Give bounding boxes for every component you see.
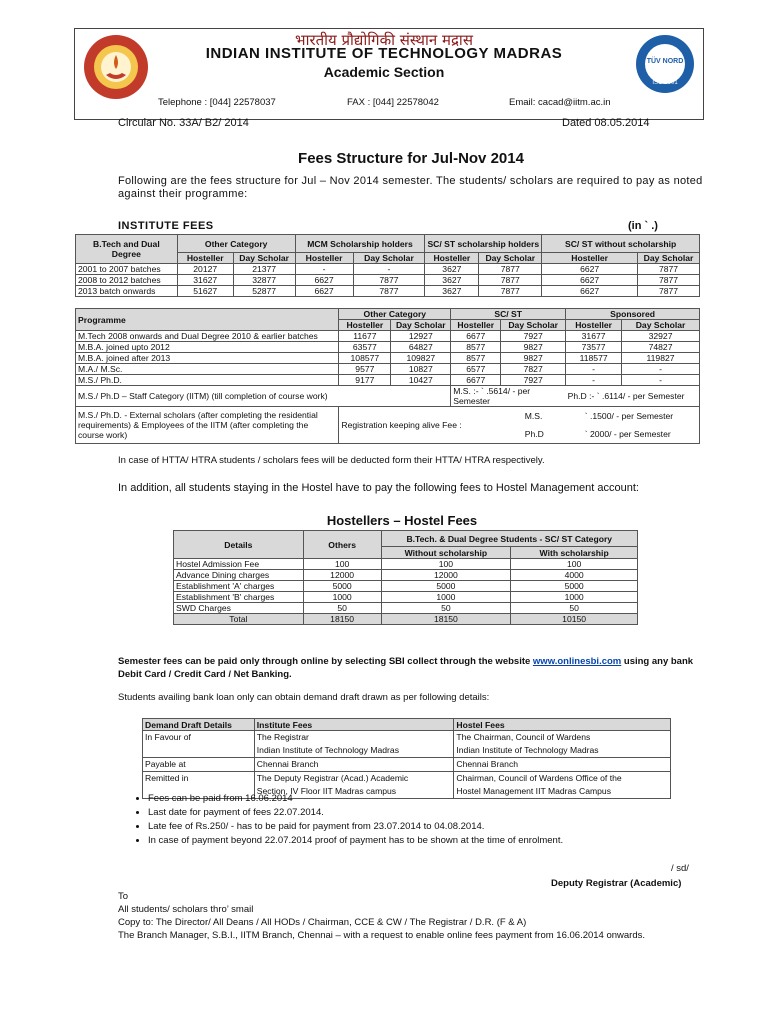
institute-fees-table <box>75 234 700 297</box>
list-item: • Fees can be paid from 16.06.2014 <box>148 792 563 806</box>
list-item: • In case of payment beyond 22.07.2014 proof of payment has to be shown at the time of enrolment. <box>148 834 563 848</box>
col-day-scholar: Day Scholar <box>391 320 451 331</box>
cell: - <box>622 364 700 375</box>
signed-mark: / sd/ <box>671 863 689 874</box>
cell: 7927 <box>501 375 566 386</box>
col-sponsored: Sponsored <box>566 309 700 320</box>
cell: 1000 <box>303 592 381 603</box>
cell: 31677 <box>566 331 622 342</box>
table-row <box>76 275 700 286</box>
htta-note: In case of HTTA/ HTRA students / scholars fees will be deducted form their HTTA/ HTRA respectively. <box>118 455 545 466</box>
cert-logo-text: TÜV NORD <box>646 58 684 65</box>
col-day-scholar: Day Scholar <box>622 320 700 331</box>
cell: 119827 <box>622 353 700 364</box>
cell: 73577 <box>566 342 622 353</box>
col-scst-without: SC/ ST without scholarship <box>542 235 700 253</box>
institute-name: INDIAN INSTITUTE OF TECHNOLOGY MADRAS <box>205 45 563 62</box>
cell: The Registrar Indian Institute of Technology Madras <box>254 731 454 758</box>
cell: 8577 <box>451 353 501 364</box>
staff-category-label: M.S./ Ph.D – Staff Category (IITM) (till completion of course work) <box>76 386 451 407</box>
cell: 118577 <box>566 353 622 364</box>
cell: - <box>295 264 353 275</box>
table-row <box>174 581 638 592</box>
col-without-scholarship: Without scholarship <box>381 547 511 559</box>
cell: 20127 <box>177 264 233 275</box>
col-hosteller: Hosteller <box>177 253 233 264</box>
cell: 74827 <box>622 342 700 353</box>
col-hosteller: Hosteller <box>425 253 479 264</box>
external-fee-cell <box>501 407 700 444</box>
row-label: M.A./ M.Sc. <box>76 364 339 375</box>
table-row <box>76 342 700 353</box>
cell: - <box>566 364 622 375</box>
institute-fees-label: INSTITUTE FEES <box>118 220 214 232</box>
external-phd-fee: ` 2000/ - per Semester <box>584 429 671 439</box>
cell: 9827 <box>501 353 566 364</box>
cell: 50 <box>511 603 638 614</box>
cell: 11677 <box>339 331 391 342</box>
col-details: Details <box>174 531 304 559</box>
col-btech: B.Tech and Dual Degree <box>76 235 178 264</box>
row-label: Establishment 'B' charges <box>174 592 304 603</box>
total-cell: 18150 <box>303 614 381 625</box>
col-others: Others <box>303 531 381 559</box>
col-scst: SC/ ST <box>451 309 566 320</box>
footer-line: All students/ scholars thro’ smail <box>118 904 254 915</box>
external-ms-label: M.S. <box>524 411 543 421</box>
email-link[interactable]: Email: cacad@iitm.ac.in <box>509 97 611 108</box>
cell: 10827 <box>391 364 451 375</box>
cell: 6627 <box>295 275 353 286</box>
cell: 31627 <box>177 275 233 286</box>
signatory: Deputy Registrar (Academic) <box>551 878 682 889</box>
cell: 8577 <box>451 342 501 353</box>
cell: 100 <box>303 559 381 570</box>
loan-note: Students availing bank loan only can obtain demand draft drawn as per following details: <box>118 692 490 703</box>
footer-line: The Branch Manager, S.B.I., IITM Branch, Chennai – with a request to enable online fees payment from 16.06.2014 onwards. <box>118 930 646 941</box>
row-label: Remitted in <box>143 772 255 799</box>
cell: 7877 <box>638 264 700 275</box>
row-label: Hostel Admission Fee <box>174 559 304 570</box>
list-item: • Last date for payment of fees 22.07.2014. <box>148 806 563 820</box>
col-hosteller: Hosteller <box>295 253 353 264</box>
cell: 1000 <box>511 592 638 603</box>
footer-line: Copy to: The Director/ All Deans / All HODs / Chairman, CCE & CW / The Registrar / D.R. (F & A) <box>118 917 527 928</box>
cell: 3627 <box>425 275 479 286</box>
circular-number: Circular No. 33A/ B2/ 2014 <box>118 117 249 129</box>
table-row <box>174 592 638 603</box>
footer-line: To <box>118 891 129 902</box>
semester-fees-note <box>118 655 708 681</box>
cell: 12000 <box>381 570 511 581</box>
cell: 32927 <box>622 331 700 342</box>
total-row <box>174 614 638 625</box>
row-label: Payable at <box>143 758 255 772</box>
cell: 50 <box>381 603 511 614</box>
row-label: 2013 batch onwards <box>76 286 178 297</box>
cell: 5000 <box>303 581 381 592</box>
row-label: SWD Charges <box>174 603 304 614</box>
cell: 7877 <box>479 275 542 286</box>
col-other-category: Other Category <box>177 235 295 253</box>
cell: 5000 <box>381 581 511 592</box>
cell: 1000 <box>381 592 511 603</box>
hostel-note: In addition, all students staying in the Hostel have to pay the following fees to Hostel Management account: <box>118 482 639 494</box>
cell: 12927 <box>391 331 451 342</box>
currency-note: (in ` .) <box>628 220 658 232</box>
cell: 7877 <box>479 264 542 275</box>
cell: 21377 <box>233 264 295 275</box>
col-day-scholar: Day Scholar <box>233 253 295 264</box>
col-programme: Programme <box>76 309 339 331</box>
cell: 51627 <box>177 286 233 297</box>
table-row <box>143 731 671 758</box>
cell: - <box>566 375 622 386</box>
table-row <box>76 407 700 444</box>
cell: 6677 <box>451 331 501 342</box>
institute-hindi-name: भारतीय प्रौद्योगिकी संस्थान मद्रास <box>295 31 473 49</box>
cell: 109827 <box>391 353 451 364</box>
col-other-category: Other Category <box>339 309 451 320</box>
col-scst-scholarship: SC/ ST scholarship holders <box>425 235 542 253</box>
external-phd-label: Ph.D <box>524 429 544 439</box>
cell: - <box>622 375 700 386</box>
onlinesbi-link[interactable]: www.onlinesbi.com <box>532 656 622 667</box>
cell: 6627 <box>542 275 638 286</box>
telephone: Telephone : [044] 22578037 <box>158 97 276 108</box>
cell: 6577 <box>451 364 501 375</box>
cell: Chennai Branch <box>254 758 454 772</box>
page-title: Fees Structure for Jul-Nov 2014 <box>298 150 524 167</box>
row-label: 2008 to 2012 batches <box>76 275 178 286</box>
cell: 9577 <box>339 364 391 375</box>
hostel-fees-table <box>173 530 638 625</box>
cell: 7827 <box>501 364 566 375</box>
cell: 9827 <box>501 342 566 353</box>
col-day-scholar: Day Scholar <box>353 253 425 264</box>
col-day-scholar: Day Scholar <box>638 253 700 264</box>
cell: 63577 <box>339 342 391 353</box>
cell: The Chairman, Council of Wardens Indian Institute of Technology Madras <box>454 731 671 758</box>
cell: 100 <box>381 559 511 570</box>
registration-fee-label: Registration keeping alive Fee : <box>339 407 501 444</box>
col-dd-details: Demand Draft Details <box>143 719 255 731</box>
staff-phd-fee: Ph.D :- ` .6114/ - per Semester <box>566 386 700 407</box>
col-institute-fees: Institute Fees <box>254 719 454 731</box>
cell: Chennai Branch <box>454 758 671 772</box>
col-hostel-fees: Hostel Fees <box>454 719 671 731</box>
table-row <box>76 353 700 364</box>
cell: 50 <box>303 603 381 614</box>
cell: 9177 <box>339 375 391 386</box>
row-label: M.B.A. joined after 2013 <box>76 353 339 364</box>
table-row <box>76 386 700 407</box>
row-label: M.Tech 2008 onwards and Dual Degree 2010 & earlier batches <box>76 331 339 342</box>
cell: 108577 <box>339 353 391 364</box>
table-row <box>76 331 700 342</box>
col-hosteller: Hosteller <box>451 320 501 331</box>
cell: 7877 <box>638 275 700 286</box>
table-row <box>174 570 638 581</box>
cell: - <box>353 264 425 275</box>
table-row <box>76 286 700 297</box>
external-scholars-label: M.S./ Ph.D. - External scholars (after completing the residential requirements) & Employees of the IITM (after completing the course work) <box>76 407 339 444</box>
cell: 6677 <box>451 375 501 386</box>
row-label: M.B.A. joined upto 2012 <box>76 342 339 353</box>
cell: The Deputy Registrar (Acad.) Academic Section, IV Floor IIT Madras campus <box>254 772 454 799</box>
payment-notes-list <box>128 792 563 848</box>
intro-paragraph: Following are the fees structure for Jul – Nov 2014 semester. The students/ scholars are required to pay as noted against their programme: <box>118 175 703 200</box>
cell: 52877 <box>233 286 295 297</box>
cell: 7877 <box>353 286 425 297</box>
section-name: Academic Section <box>323 64 445 80</box>
cell: Chairman, Council of Wardens Office of the Hostel Management IIT Madras Campus <box>454 772 671 799</box>
cell: 6627 <box>542 264 638 275</box>
circular-date: Dated 08.05.2014 <box>562 117 650 129</box>
cell: 3627 <box>425 264 479 275</box>
cell: 6627 <box>295 286 353 297</box>
table-row <box>76 264 700 275</box>
total-cell: 18150 <box>381 614 511 625</box>
programme-fees-table <box>75 308 700 444</box>
list-item: • Late fee of Rs.250/ - has to be paid for payment from 23.07.2014 to 04.08.2014. <box>148 820 563 834</box>
hostel-fees-title: Hostellers – Hostel Fees <box>326 513 478 528</box>
col-with-scholarship: With scholarship <box>511 547 638 559</box>
cell: 5000 <box>511 581 638 592</box>
cell: 6627 <box>542 286 638 297</box>
table-row <box>174 559 638 570</box>
col-day-scholar: Day Scholar <box>479 253 542 264</box>
cell: 100 <box>511 559 638 570</box>
semester-fees-text-end: using any bank Debit Card / Credit Card / Net Banking. <box>118 656 694 680</box>
col-hosteller: Hosteller <box>566 320 622 331</box>
cell: 12000 <box>303 570 381 581</box>
col-hosteller: Hosteller <box>542 253 638 264</box>
row-label: In Favour of <box>143 731 255 758</box>
distribution-footer <box>118 890 645 942</box>
row-label: Establishment 'A' charges <box>174 581 304 592</box>
total-cell: 10150 <box>511 614 638 625</box>
row-label: Advance Dining charges <box>174 570 304 581</box>
col-hosteller: Hosteller <box>339 320 391 331</box>
cell: 10427 <box>391 375 451 386</box>
semester-fees-text: Semester fees can be paid only through online by selecting SBI collect through the website <box>118 656 533 667</box>
table-row <box>143 758 671 772</box>
table-row <box>174 603 638 614</box>
cell: 3627 <box>425 286 479 297</box>
col-btech-scst: B.Tech. & Dual Degree Students - SC/ ST Category <box>381 531 637 547</box>
table-row <box>76 364 700 375</box>
cell: 7877 <box>353 275 425 286</box>
row-label: 2001 to 2007 batches <box>76 264 178 275</box>
cert-iso-text: ISO 9001 <box>652 80 678 86</box>
cell: 7877 <box>479 286 542 297</box>
total-label: Total <box>174 614 304 625</box>
col-mcm: MCM Scholarship holders <box>295 235 425 253</box>
cell: 64827 <box>391 342 451 353</box>
staff-ms-fee: M.S. :- ` .5614/ - per Semester <box>451 386 566 407</box>
col-day-scholar: Day Scholar <box>501 320 566 331</box>
cell: 4000 <box>511 570 638 581</box>
row-label: M.S./ Ph.D. <box>76 375 339 386</box>
external-ms-fee: ` .1500/ - per Semester <box>584 411 674 421</box>
demand-draft-table <box>142 718 671 799</box>
cell: 32877 <box>233 275 295 286</box>
cell: 7927 <box>501 331 566 342</box>
fax: FAX : [044] 22578042 <box>347 97 439 108</box>
table-row <box>76 375 700 386</box>
cell: 7877 <box>638 286 700 297</box>
